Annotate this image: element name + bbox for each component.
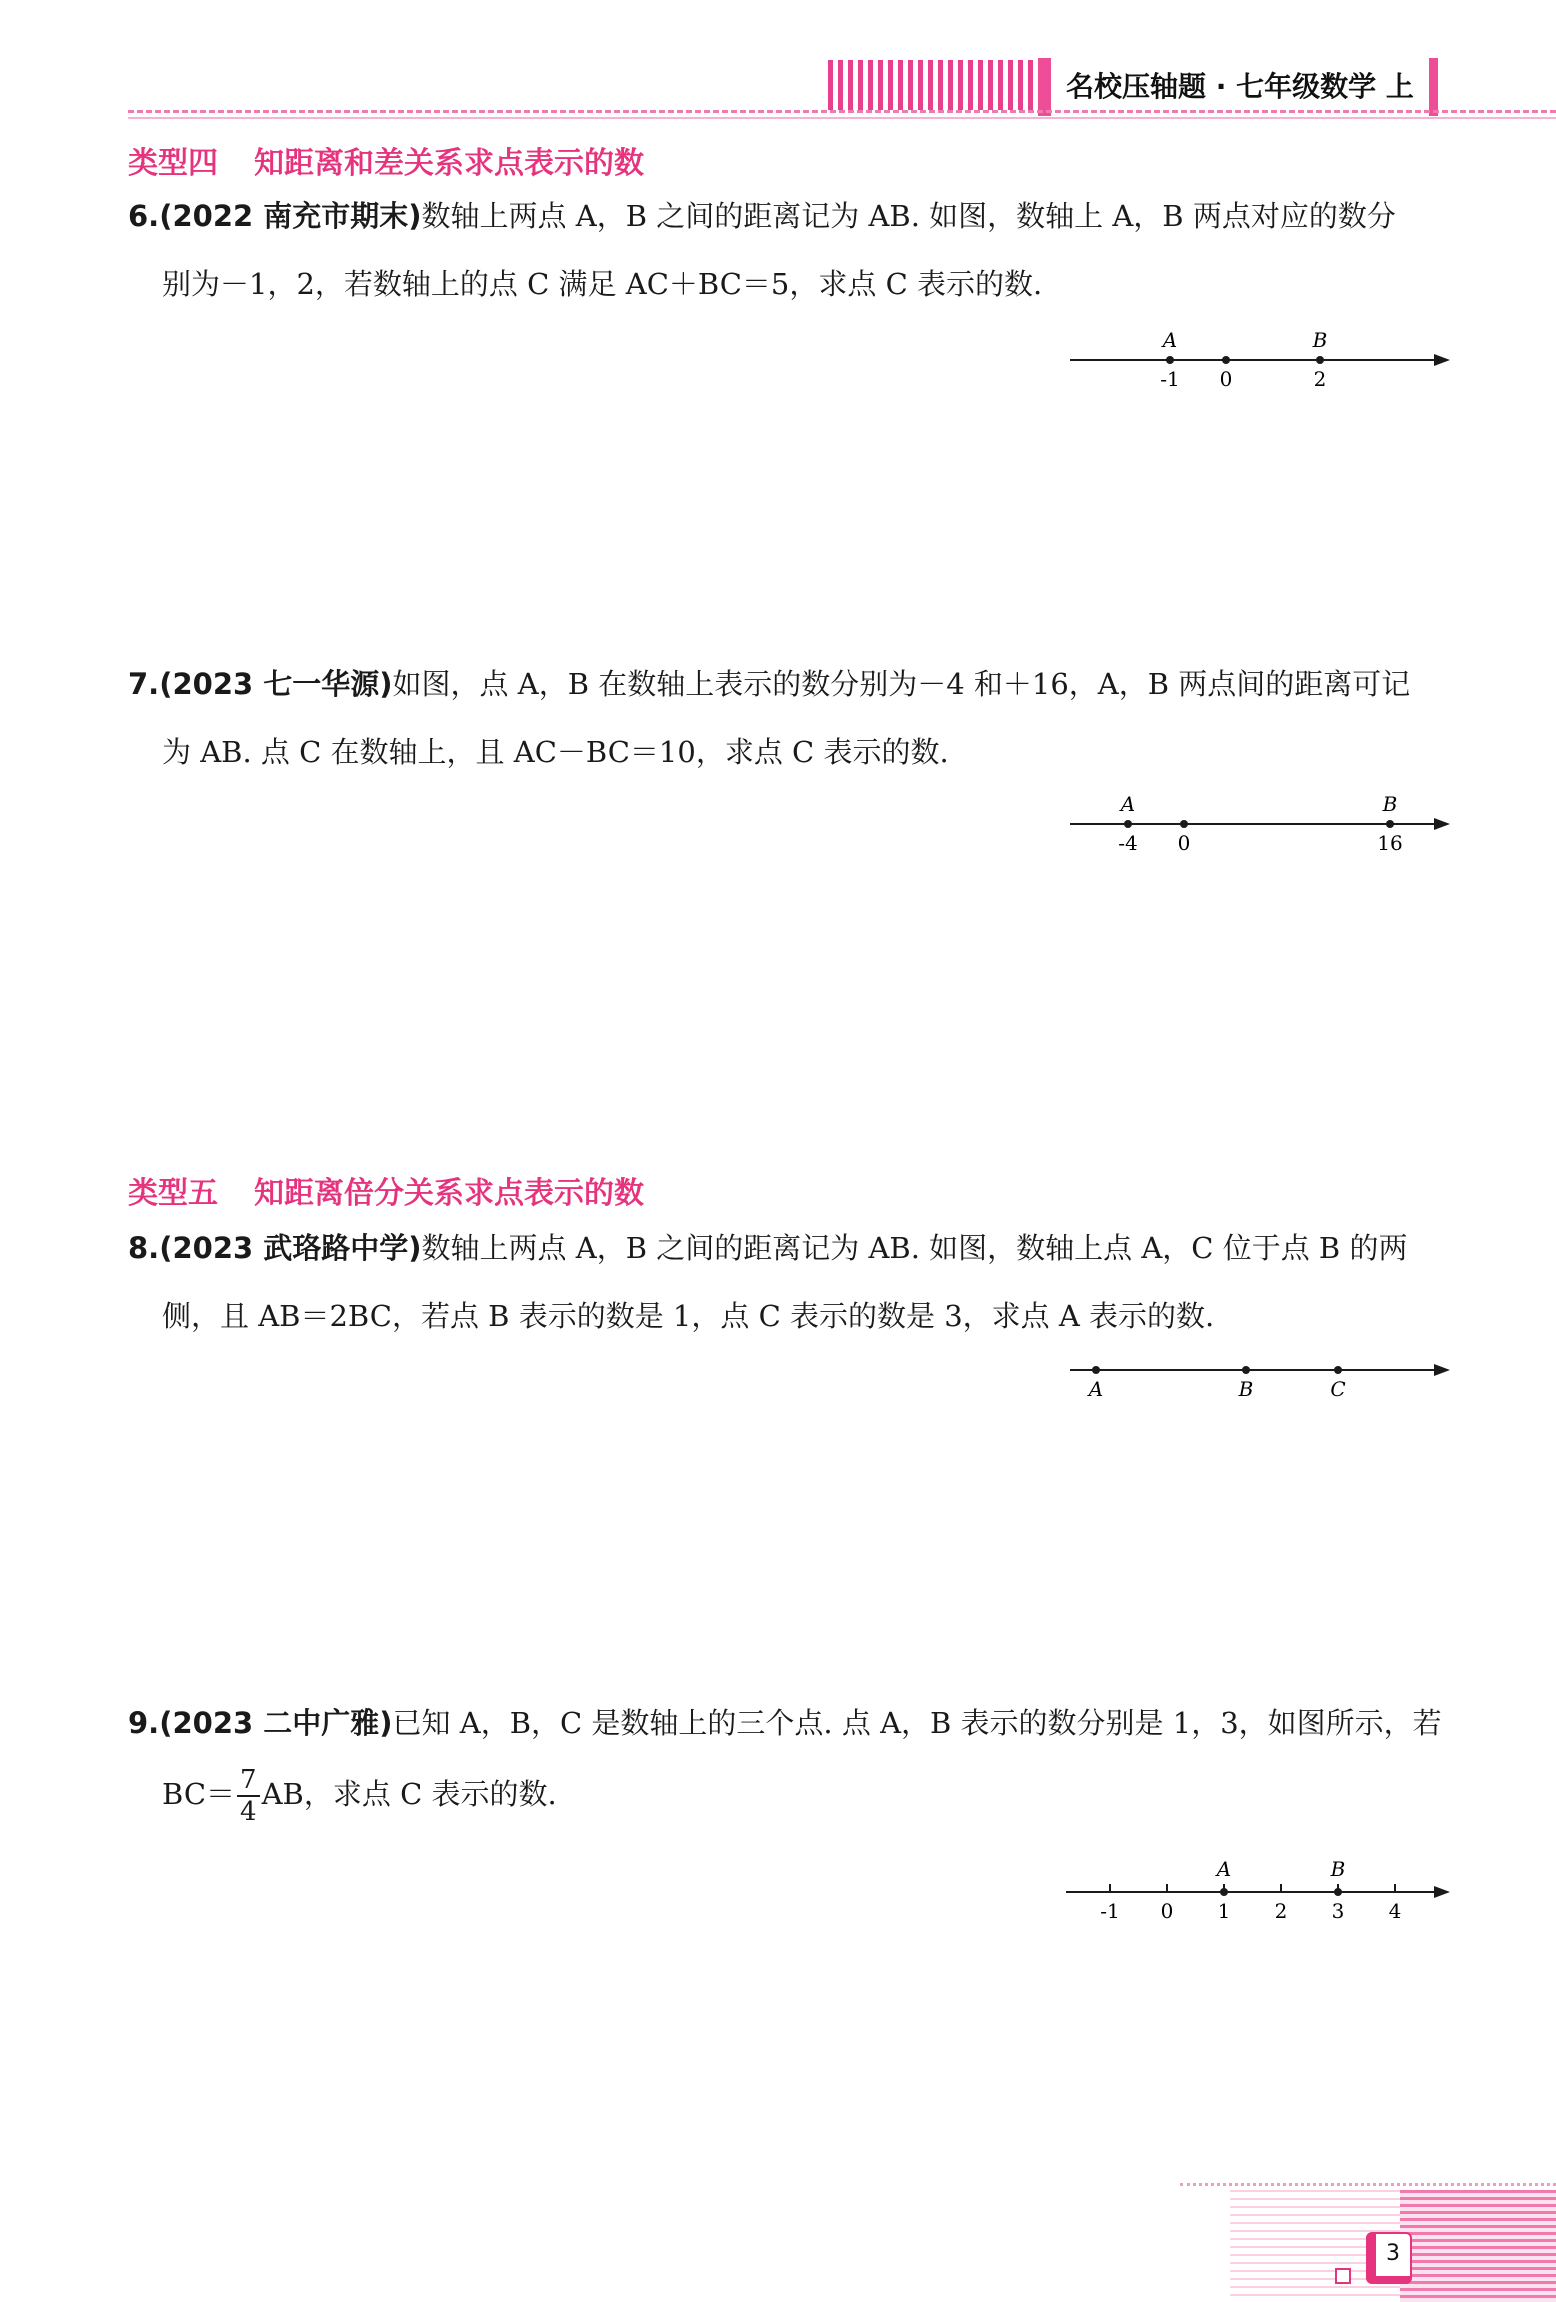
footer-stripe-decoration — [1400, 2190, 1556, 2302]
problem-text: 数轴上两点 A，B 之间的距离记为 AB. 如图，数轴上点 A，C 位于点 B 的两 — [421, 1231, 1408, 1265]
point-label-b: B — [1238, 1377, 1254, 1401]
fraction-numerator: 7 — [240, 1765, 257, 1795]
tick-label: 0 — [1219, 367, 1233, 391]
footer-divider — [1180, 2183, 1556, 2186]
point-b — [1316, 356, 1324, 364]
point-a — [1124, 820, 1132, 828]
header-divider-thin — [128, 117, 1556, 119]
fraction — [237, 1765, 260, 1827]
problem-text: 如图，点 A，B 在数轴上表示的数分别为－4 和＋16，A，B 两点间的距离可记 — [392, 667, 1411, 701]
tick-label: 0 — [1177, 831, 1191, 855]
problem-number: 6. — [128, 199, 160, 233]
number-line-figure-8 — [1060, 1350, 1460, 1410]
tick-label: -1 — [1100, 1899, 1120, 1923]
problem-line — [128, 1703, 1448, 1743]
point-origin — [1222, 356, 1230, 364]
problem-line — [128, 196, 1448, 236]
problem-source: (2022 南充市期末) — [159, 199, 422, 233]
tick-label: 0 — [1160, 1899, 1174, 1923]
point-label-b: B — [1382, 792, 1398, 816]
fraction-denominator: 4 — [237, 1795, 260, 1827]
tick-label: 1 — [1217, 1899, 1231, 1923]
point-a — [1092, 1366, 1100, 1374]
equation-lhs: BC＝ — [162, 1777, 236, 1811]
point-a — [1166, 356, 1174, 364]
tick-label: -1 — [1160, 367, 1180, 391]
tick-label: 16 — [1377, 831, 1403, 855]
problem-source: (2023 武珞路中学) — [159, 1231, 422, 1265]
problem-line: 为 AB. 点 C 在数轴上，且 AC－BC＝10，求点 C 表示的数. — [162, 735, 949, 769]
number-line-figure-9 — [1060, 1852, 1460, 1932]
section-title: 知距离和差关系求点表示的数 — [254, 146, 644, 181]
problem-text: 已知 A，B，C 是数轴上的三个点. 点 A，B 表示的数分别是 1，3，如图所示，若 — [392, 1706, 1442, 1740]
point-b — [1242, 1366, 1250, 1374]
point-label-a: A — [1216, 1857, 1232, 1881]
point-label-b: B — [1312, 328, 1328, 352]
header-divider — [128, 110, 1556, 113]
number-line-figure-6 — [1060, 320, 1460, 400]
problem-source: (2023 二中广雅) — [159, 1706, 393, 1740]
axis-arrow — [1434, 1364, 1450, 1376]
section-label: 类型五 — [128, 1176, 218, 1211]
axis-arrow — [1434, 354, 1450, 366]
number-line-figure-7 — [1060, 784, 1460, 864]
section-label: 类型四 — [128, 146, 218, 181]
book-title: 名校压轴题 · 七年级数学 上 — [1045, 58, 1435, 116]
problem-line — [128, 664, 1448, 704]
point-label-b: B — [1330, 1857, 1346, 1881]
tick-label: 2 — [1313, 367, 1327, 391]
point-label-c: C — [1330, 1377, 1346, 1401]
problem-line: 别为－1，2，若数轴上的点 C 满足 AC＋BC＝5，求点 C 表示的数. — [162, 267, 1043, 301]
point-label-a: A — [1120, 792, 1136, 816]
point-c — [1334, 1366, 1342, 1374]
point-origin — [1180, 820, 1188, 828]
section-heading-type5 — [128, 1168, 644, 1212]
tick-label: 3 — [1331, 1899, 1345, 1923]
point-a — [1220, 1888, 1228, 1896]
problem-number: 8. — [128, 1231, 160, 1265]
page-number: 3 — [1366, 2232, 1412, 2284]
header-stripe-decoration — [828, 60, 1038, 110]
point-b — [1334, 1888, 1342, 1896]
problem-number: 7. — [128, 667, 160, 701]
problem-source: (2023 七一华源) — [159, 667, 393, 701]
problem-text: 数轴上两点 A，B 之间的距离记为 AB. 如图，数轴上 A，B 两点对应的数分 — [421, 199, 1396, 233]
section-title: 知距离倍分关系求点表示的数 — [254, 1176, 644, 1211]
problem-number: 9. — [128, 1706, 160, 1740]
tick-label: -4 — [1118, 831, 1138, 855]
axis-arrow — [1434, 818, 1450, 830]
tick-label: 4 — [1388, 1899, 1402, 1923]
problem-line — [128, 1228, 1448, 1268]
problem-line — [128, 1765, 1448, 1827]
point-label-a: A — [1162, 328, 1178, 352]
problem-7 — [128, 664, 1448, 772]
problem-8 — [128, 1228, 1448, 1336]
problem-line: 侧，且 AB＝2BC，若点 B 表示的数是 1，点 C 表示的数是 3，求点 A 表示的数. — [162, 1299, 1215, 1333]
point-label-a: A — [1088, 1377, 1104, 1401]
tick-label: 2 — [1274, 1899, 1288, 1923]
axis-arrow — [1434, 1886, 1450, 1898]
section-heading-type4 — [128, 138, 644, 182]
page-marker-square-icon — [1335, 2268, 1351, 2284]
problem-9 — [128, 1703, 1448, 1827]
equation-rhs: AB，求点 C 表示的数. — [261, 1777, 557, 1811]
point-b — [1386, 820, 1394, 828]
problem-6 — [128, 196, 1448, 304]
